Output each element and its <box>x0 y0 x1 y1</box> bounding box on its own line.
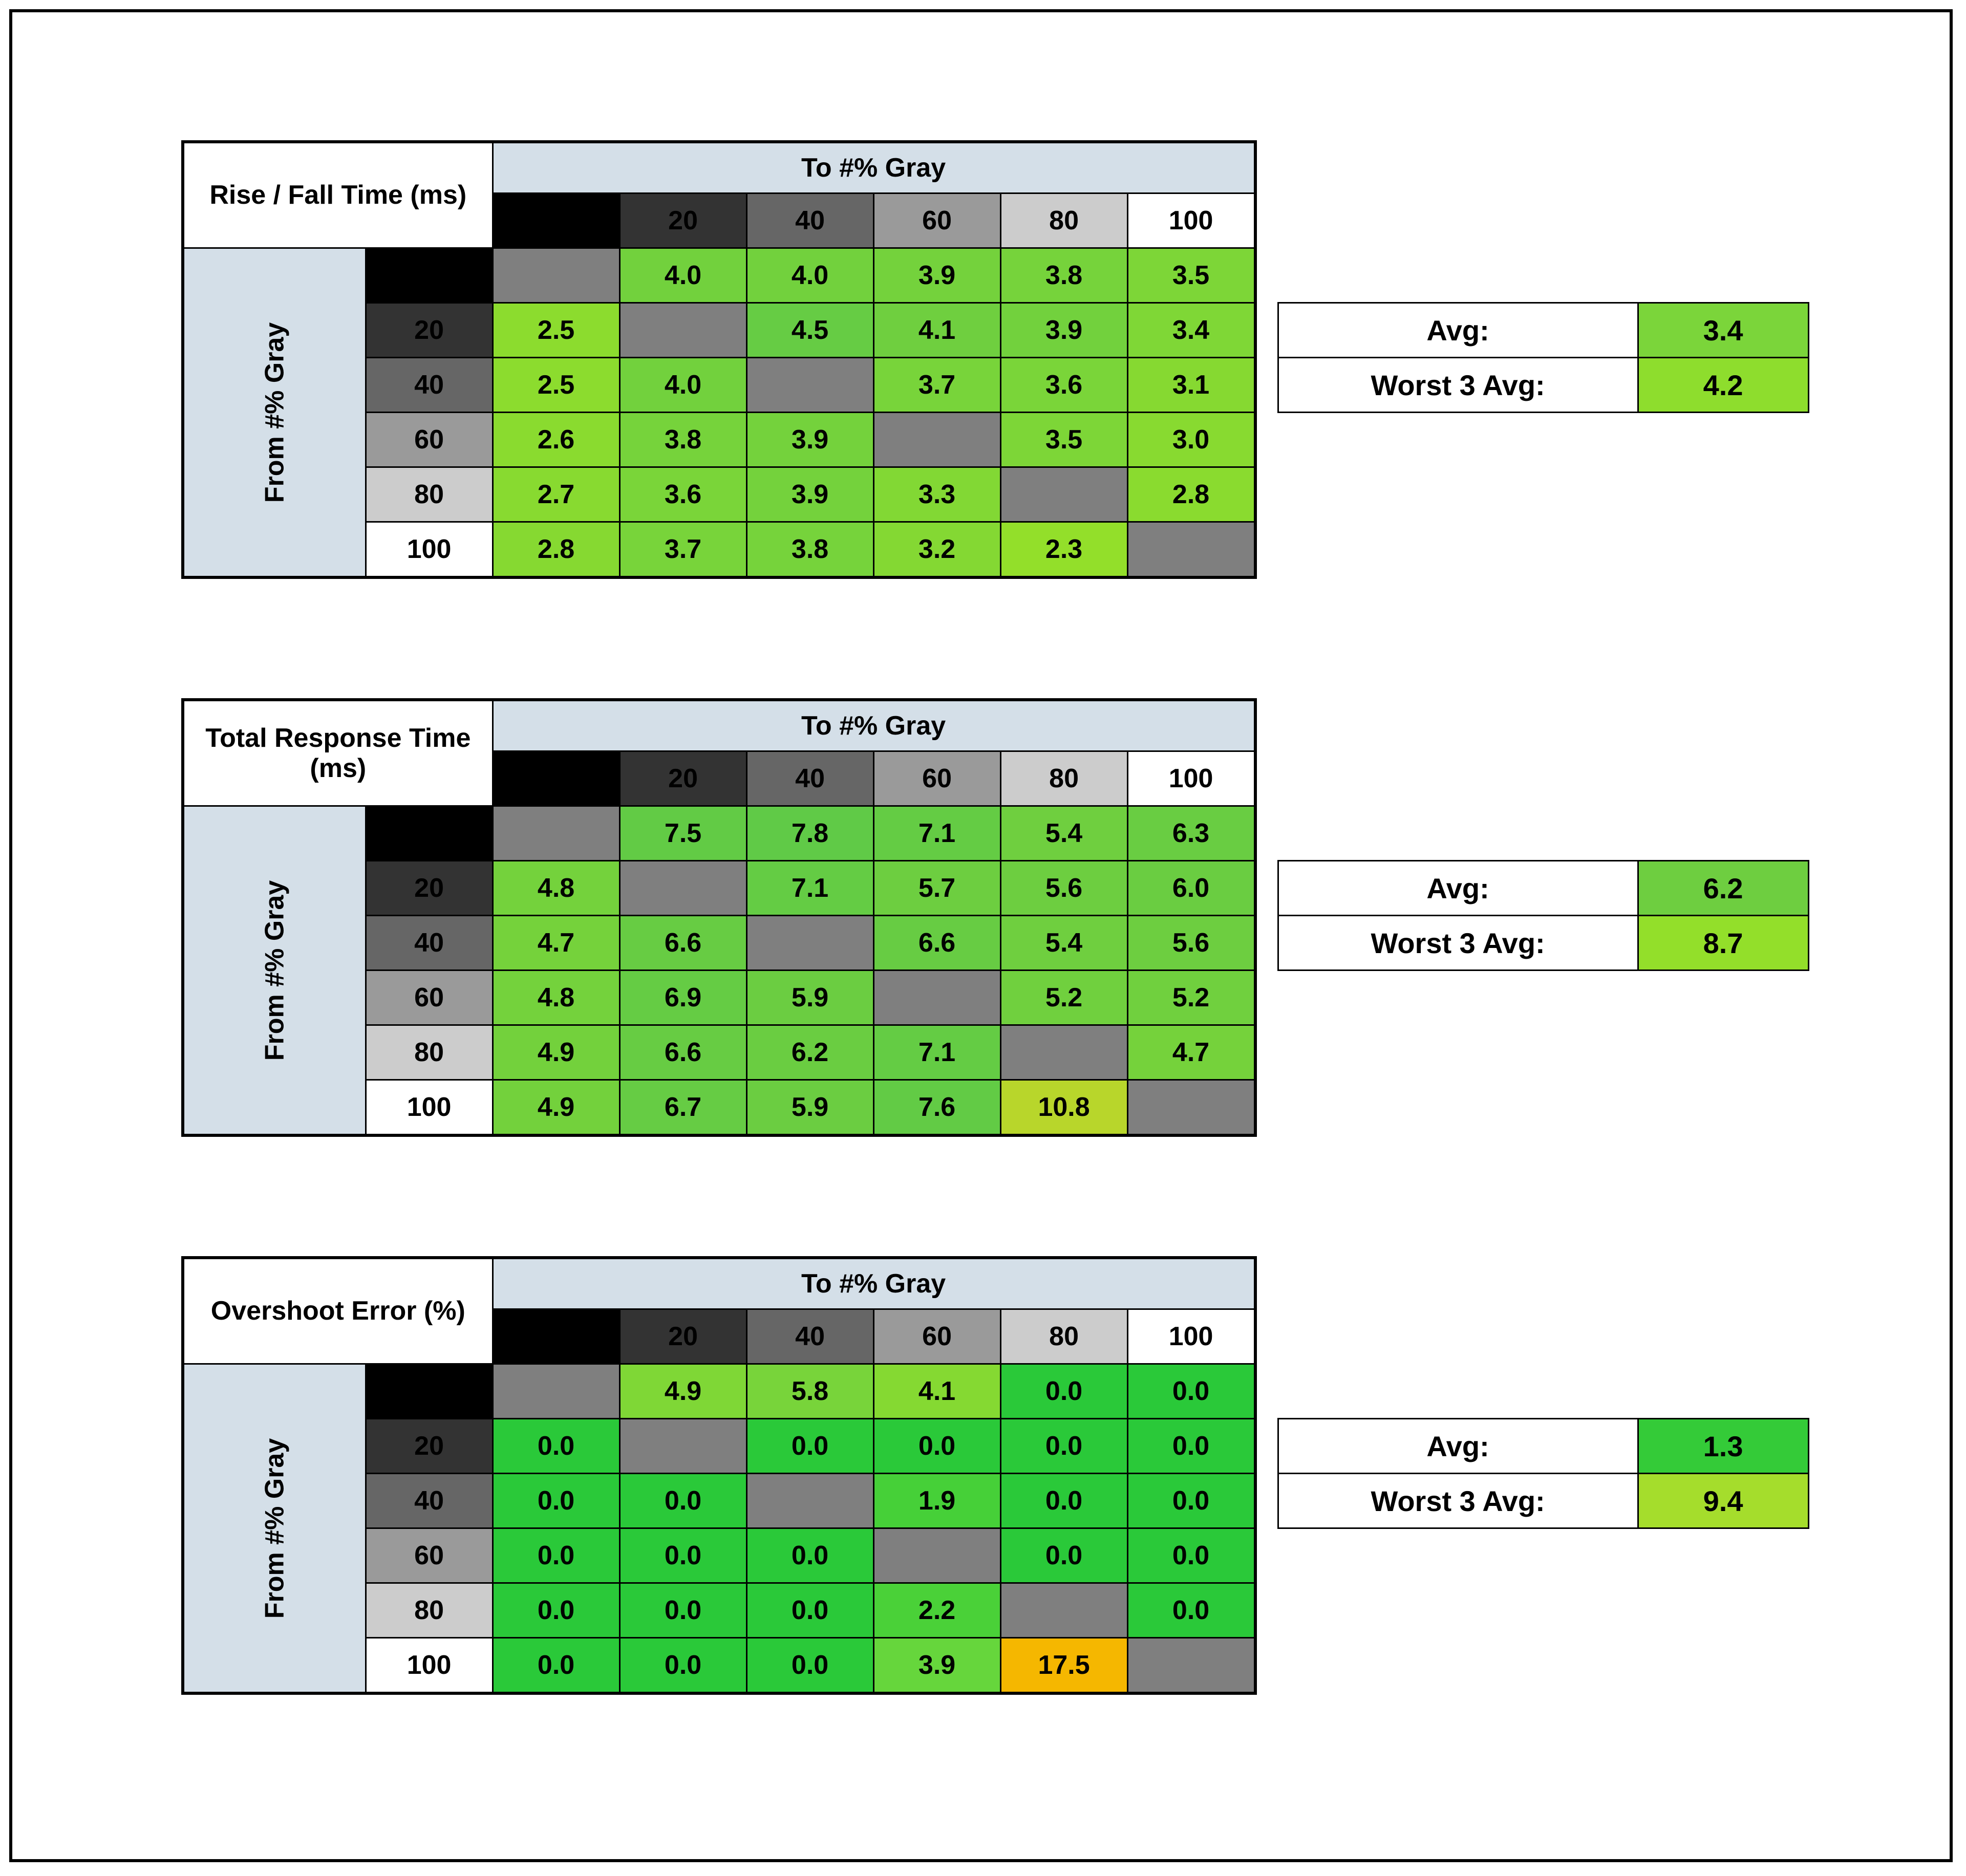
cell-0-80: 5.4 <box>1000 806 1127 861</box>
cell-40-60: 3.7 <box>873 358 1000 413</box>
cell-0-100: 0.0 <box>1127 1364 1255 1419</box>
cell-0-100: 6.3 <box>1127 806 1255 861</box>
cell-40-100: 3.1 <box>1127 358 1255 413</box>
summary-row-avg <box>1278 861 1808 916</box>
cell-100-20: 0.0 <box>619 1638 746 1694</box>
cell-20-100: 6.0 <box>1127 861 1255 916</box>
cell-40-80: 5.4 <box>1000 916 1127 971</box>
to-header-label: To #% Gray <box>493 700 1255 751</box>
cell-60-20: 3.8 <box>619 413 746 467</box>
from-axis-label: From #% Gray <box>183 1364 366 1694</box>
cell-80-100: 0.0 <box>1127 1583 1255 1638</box>
cell-80-0: 0.0 <box>493 1583 619 1638</box>
cell-60-60 <box>873 413 1000 467</box>
table-row <box>183 1258 1255 1309</box>
cell-40-40 <box>746 1474 873 1528</box>
summary-block-overshoot <box>1257 1418 1809 1529</box>
cell-80-60: 2.2 <box>873 1583 1000 1638</box>
cell-20-60: 4.1 <box>873 303 1000 358</box>
row-header-100: 100 <box>366 1638 493 1694</box>
summary-table-rise-fall <box>1277 302 1809 413</box>
summary-row-worst3 <box>1278 916 1808 971</box>
table-title-total-response: Total Response Time (ms) <box>183 700 493 806</box>
page-border <box>9 9 1953 1862</box>
table-title-overshoot: Overshoot Error (%) <box>183 1258 493 1364</box>
cell-80-20: 3.6 <box>619 467 746 522</box>
cell-100-40: 5.9 <box>746 1080 873 1136</box>
cell-20-40: 7.1 <box>746 861 873 916</box>
cell-100-20: 6.7 <box>619 1080 746 1136</box>
worst3-label: Worst 3 Avg: <box>1278 916 1638 971</box>
to-header-label: To #% Gray <box>493 142 1255 193</box>
cell-0-40: 4.0 <box>746 248 873 303</box>
col-header-80: 80 <box>1000 751 1127 806</box>
cell-80-80 <box>1000 1583 1127 1638</box>
cell-60-0: 2.6 <box>493 413 619 467</box>
cell-40-0: 0.0 <box>493 1474 619 1528</box>
matrix-block-total-response <box>181 698 1809 1137</box>
row-header-0: 0 <box>366 248 493 303</box>
avg-value: 3.4 <box>1638 303 1808 358</box>
cell-80-40: 0.0 <box>746 1583 873 1638</box>
cell-0-80: 3.8 <box>1000 248 1127 303</box>
avg-value: 1.3 <box>1638 1419 1808 1474</box>
table-row <box>183 248 1255 303</box>
row-header-60: 60 <box>366 971 493 1025</box>
cell-100-60: 7.6 <box>873 1080 1000 1136</box>
avg-label: Avg: <box>1278 1419 1638 1474</box>
cell-40-100: 5.6 <box>1127 916 1255 971</box>
col-header-80: 80 <box>1000 1309 1127 1364</box>
table-row <box>183 142 1255 193</box>
summary-table-total-response <box>1277 860 1809 971</box>
cell-80-60: 7.1 <box>873 1025 1000 1080</box>
cell-100-80: 2.3 <box>1000 522 1127 578</box>
summary-row-worst3 <box>1278 1474 1808 1528</box>
cell-100-60: 3.2 <box>873 522 1000 578</box>
cell-0-40: 5.8 <box>746 1364 873 1419</box>
row-header-0: 0 <box>366 1364 493 1419</box>
cell-20-80: 0.0 <box>1000 1419 1127 1474</box>
table-row <box>183 1364 1255 1419</box>
cell-60-100: 0.0 <box>1127 1528 1255 1583</box>
heatmap-table-overshoot <box>181 1256 1257 1695</box>
cell-80-20: 0.0 <box>619 1583 746 1638</box>
row-header-0: 0 <box>366 806 493 861</box>
cell-0-20: 4.0 <box>619 248 746 303</box>
table-title-rise-fall: Rise / Fall Time (ms) <box>183 142 493 248</box>
col-header-100: 100 <box>1127 751 1255 806</box>
row-header-40: 40 <box>366 358 493 413</box>
row-header-40: 40 <box>366 916 493 971</box>
worst3-value: 4.2 <box>1638 358 1808 413</box>
cell-40-40 <box>746 916 873 971</box>
matrix-block-overshoot <box>181 1256 1809 1695</box>
row-header-60: 60 <box>366 1528 493 1583</box>
summary-block-total-response <box>1257 860 1809 971</box>
from-axis-label: From #% Gray <box>183 806 366 1136</box>
cell-20-0: 4.8 <box>493 861 619 916</box>
col-header-60: 60 <box>873 193 1000 248</box>
cell-80-0: 2.7 <box>493 467 619 522</box>
col-header-100: 100 <box>1127 1309 1255 1364</box>
cell-0-0 <box>493 248 619 303</box>
cell-40-20: 4.0 <box>619 358 746 413</box>
heatmap-table-rise-fall <box>181 140 1257 579</box>
cell-20-0: 0.0 <box>493 1419 619 1474</box>
col-header-100: 100 <box>1127 193 1255 248</box>
col-header-80: 80 <box>1000 193 1127 248</box>
cell-60-20: 0.0 <box>619 1528 746 1583</box>
cell-0-20: 7.5 <box>619 806 746 861</box>
cell-0-80: 0.0 <box>1000 1364 1127 1419</box>
summary-row-avg <box>1278 303 1808 358</box>
table-row <box>183 806 1255 861</box>
summary-block-rise-fall <box>1257 302 1809 413</box>
cell-40-80: 3.6 <box>1000 358 1127 413</box>
row-header-20: 20 <box>366 303 493 358</box>
cell-80-80 <box>1000 1025 1127 1080</box>
cell-80-100: 4.7 <box>1127 1025 1255 1080</box>
row-header-60: 60 <box>366 413 493 467</box>
cell-80-80 <box>1000 467 1127 522</box>
cell-40-0: 4.7 <box>493 916 619 971</box>
cell-80-0: 4.9 <box>493 1025 619 1080</box>
cell-60-40: 3.9 <box>746 413 873 467</box>
cell-20-20 <box>619 861 746 916</box>
row-header-100: 100 <box>366 522 493 578</box>
col-header-0: 0 <box>493 193 619 248</box>
cell-40-80: 0.0 <box>1000 1474 1127 1528</box>
avg-label: Avg: <box>1278 861 1638 916</box>
cell-80-40: 3.9 <box>746 467 873 522</box>
cell-100-80: 17.5 <box>1000 1638 1127 1694</box>
cell-20-60: 5.7 <box>873 861 1000 916</box>
cell-80-20: 6.6 <box>619 1025 746 1080</box>
cell-100-80: 10.8 <box>1000 1080 1127 1136</box>
summary-row-avg <box>1278 1419 1808 1474</box>
col-header-40: 40 <box>746 193 873 248</box>
cell-60-60 <box>873 1528 1000 1583</box>
cell-100-100 <box>1127 1080 1255 1136</box>
avg-value: 6.2 <box>1638 861 1808 916</box>
cell-20-20 <box>619 303 746 358</box>
cell-40-100: 0.0 <box>1127 1474 1255 1528</box>
cell-20-0: 2.5 <box>493 303 619 358</box>
col-header-60: 60 <box>873 751 1000 806</box>
cell-0-0 <box>493 806 619 861</box>
from-axis-label: From #% Gray <box>183 248 366 578</box>
cell-0-40: 7.8 <box>746 806 873 861</box>
cell-0-100: 3.5 <box>1127 248 1255 303</box>
cell-40-60: 1.9 <box>873 1474 1000 1528</box>
cell-0-0 <box>493 1364 619 1419</box>
heatmap-table-total-response <box>181 698 1257 1137</box>
cell-20-100: 3.4 <box>1127 303 1255 358</box>
cell-60-20: 6.9 <box>619 971 746 1025</box>
cell-60-40: 5.9 <box>746 971 873 1025</box>
row-header-80: 80 <box>366 1583 493 1638</box>
col-header-40: 40 <box>746 751 873 806</box>
cell-60-40: 0.0 <box>746 1528 873 1583</box>
cell-20-20 <box>619 1419 746 1474</box>
cell-60-80: 0.0 <box>1000 1528 1127 1583</box>
cell-60-100: 5.2 <box>1127 971 1255 1025</box>
cell-20-40: 0.0 <box>746 1419 873 1474</box>
cell-20-100: 0.0 <box>1127 1419 1255 1474</box>
cell-40-0: 2.5 <box>493 358 619 413</box>
col-header-0: 0 <box>493 751 619 806</box>
cell-20-80: 3.9 <box>1000 303 1127 358</box>
cell-100-20: 3.7 <box>619 522 746 578</box>
col-header-20: 20 <box>619 1309 746 1364</box>
cell-100-100 <box>1127 1638 1255 1694</box>
table-row <box>183 700 1255 751</box>
summary-row-worst3 <box>1278 358 1808 413</box>
worst3-label: Worst 3 Avg: <box>1278 1474 1638 1528</box>
cell-40-40 <box>746 358 873 413</box>
cell-60-0: 4.8 <box>493 971 619 1025</box>
row-header-100: 100 <box>366 1080 493 1136</box>
cell-100-0: 0.0 <box>493 1638 619 1694</box>
cell-80-60: 3.3 <box>873 467 1000 522</box>
cell-20-60: 0.0 <box>873 1419 1000 1474</box>
col-header-0: 0 <box>493 1309 619 1364</box>
cell-100-0: 2.8 <box>493 522 619 578</box>
row-header-40: 40 <box>366 1474 493 1528</box>
cell-60-60 <box>873 971 1000 1025</box>
cell-100-0: 4.9 <box>493 1080 619 1136</box>
cell-0-20: 4.9 <box>619 1364 746 1419</box>
worst3-value: 8.7 <box>1638 916 1808 971</box>
cell-80-100: 2.8 <box>1127 467 1255 522</box>
row-header-80: 80 <box>366 1025 493 1080</box>
tables-container <box>12 12 1950 1859</box>
row-header-80: 80 <box>366 467 493 522</box>
cell-100-100 <box>1127 522 1255 578</box>
cell-100-40: 0.0 <box>746 1638 873 1694</box>
cell-100-60: 3.9 <box>873 1638 1000 1694</box>
to-header-label: To #% Gray <box>493 1258 1255 1309</box>
col-header-20: 20 <box>619 751 746 806</box>
cell-80-40: 6.2 <box>746 1025 873 1080</box>
avg-label: Avg: <box>1278 303 1638 358</box>
cell-40-20: 6.6 <box>619 916 746 971</box>
worst3-label: Worst 3 Avg: <box>1278 358 1638 413</box>
summary-table-overshoot <box>1277 1418 1809 1529</box>
cell-40-60: 6.6 <box>873 916 1000 971</box>
cell-0-60: 7.1 <box>873 806 1000 861</box>
col-header-60: 60 <box>873 1309 1000 1364</box>
matrix-block-rise-fall <box>181 140 1809 579</box>
cell-100-40: 3.8 <box>746 522 873 578</box>
cell-20-80: 5.6 <box>1000 861 1127 916</box>
cell-20-40: 4.5 <box>746 303 873 358</box>
cell-40-20: 0.0 <box>619 1474 746 1528</box>
col-header-20: 20 <box>619 193 746 248</box>
worst3-value: 9.4 <box>1638 1474 1808 1528</box>
cell-0-60: 4.1 <box>873 1364 1000 1419</box>
cell-60-80: 3.5 <box>1000 413 1127 467</box>
cell-60-0: 0.0 <box>493 1528 619 1583</box>
row-header-20: 20 <box>366 1419 493 1474</box>
cell-60-80: 5.2 <box>1000 971 1127 1025</box>
cell-0-60: 3.9 <box>873 248 1000 303</box>
cell-60-100: 3.0 <box>1127 413 1255 467</box>
col-header-40: 40 <box>746 1309 873 1364</box>
row-header-20: 20 <box>366 861 493 916</box>
